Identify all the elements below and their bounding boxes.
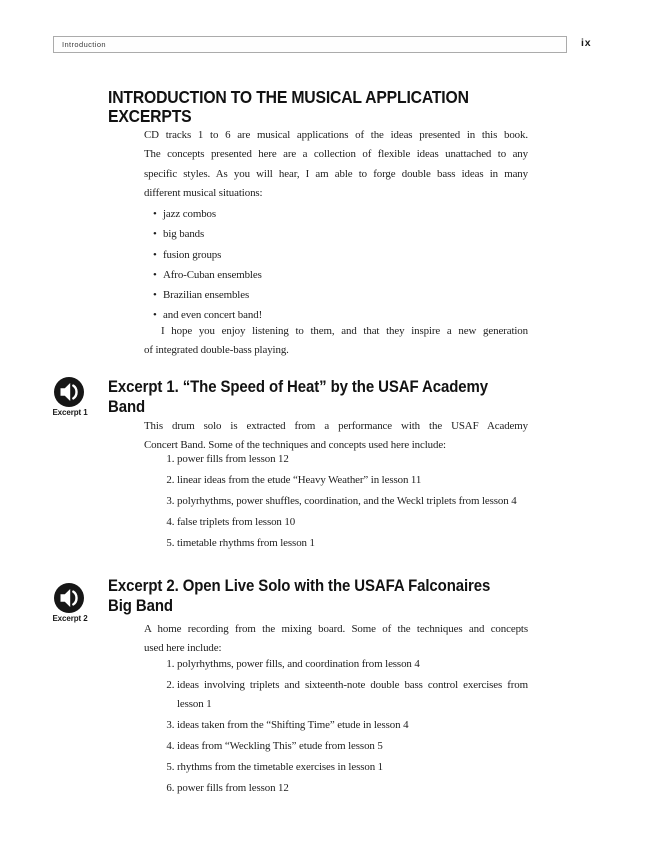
paragraph-line: specific styles. As you will hear, I am able to forge double bass ideas in many xyxy=(144,167,528,180)
list-item: 1. polyrhythms, power fills, and coordination from lesson 4 xyxy=(177,655,528,674)
excerpt-2-heading xyxy=(108,576,490,615)
list-item: • Afro-Cuban ensembles xyxy=(153,265,262,285)
list-item: 4. ideas from “Weckling This” etude from lesson 5 xyxy=(177,737,528,756)
running-header-label: Introduction xyxy=(62,40,106,49)
list-item: • and even concert band! xyxy=(153,305,262,325)
list-item: 6. power fills from lesson 12 xyxy=(177,779,528,798)
excerpt-1-badge: Excerpt 1 xyxy=(52,407,88,417)
heading-line1: Excerpt 1. “The Speed of Heat” by the USAF Academy xyxy=(108,377,488,396)
list-item: 1. power fills from lesson 12 xyxy=(177,450,528,469)
paragraph-line: used here include: xyxy=(144,642,222,655)
list-item: • fusion groups xyxy=(153,245,262,265)
paragraph-line: A home recording from the mixing board. Some of the techniques and concepts xyxy=(144,623,528,635)
paragraph-line: The concepts presented here are a collection of flexible ideas unattached to any xyxy=(144,148,528,161)
running-header-box xyxy=(53,36,567,53)
intro-closing-paragraph xyxy=(144,322,528,361)
list-item: • Brazilian ensembles xyxy=(153,285,262,305)
excerpt-1-heading xyxy=(108,377,488,416)
paragraph-line: Concert Band. Some of the techniques and concepts used here include: xyxy=(144,439,446,452)
list-item: 5. timetable rhythms from lesson 1 xyxy=(177,534,528,553)
excerpt-2-description xyxy=(144,620,528,659)
heading-line2: Band xyxy=(108,396,146,416)
musical-situations-list xyxy=(153,204,262,326)
excerpt-2-badge: Excerpt 2 xyxy=(52,613,88,623)
excerpt-2-technique-list xyxy=(160,655,528,800)
paragraph-line: of integrated double-bass playing. xyxy=(144,344,289,357)
paragraph-line: different musical situations: xyxy=(144,186,263,199)
heading-line2: Big Band xyxy=(108,595,173,615)
list-item: 5. rhythms from the timetable exercises in lesson 1 xyxy=(177,758,528,777)
speaker-icon xyxy=(54,377,84,407)
list-item: • jazz combos xyxy=(153,204,262,224)
speaker-icon xyxy=(54,583,84,613)
paragraph-line: I hope you enjoy listening to them, and that they inspire a new generation xyxy=(161,325,528,337)
paragraph-line: CD tracks 1 to 6 are musical applications of the ideas presented in this book. xyxy=(144,129,528,141)
list-item: 2. ideas involving triplets and sixteenth-note double bass control exercises from lesson 1 xyxy=(177,676,528,713)
page-number: ix xyxy=(581,37,592,49)
heading-line1: Excerpt 2. Open Live Solo with the USAFA Falconaires xyxy=(108,576,491,595)
excerpt-1-technique-list xyxy=(160,450,528,555)
list-item: 2. linear ideas from the etude “Heavy Weather” in lesson 11 xyxy=(177,471,528,490)
page-title xyxy=(108,88,469,125)
list-item: 3. polyrhythms, power shuffles, coordination, and the Weckl triplets from lesson 4 xyxy=(177,492,528,511)
list-item: 3. ideas taken from the “Shifting Time” etude in lesson 4 xyxy=(177,716,528,735)
intro-paragraph xyxy=(144,126,528,203)
list-item: 4. false triplets from lesson 10 xyxy=(177,513,528,532)
paragraph-line: This drum solo is extracted from a performance with the USAF Academy xyxy=(144,420,528,432)
list-item: • big bands xyxy=(153,224,262,244)
page-title-line1: INTRODUCTION TO THE MUSICAL APPLICATION xyxy=(108,87,469,107)
page-title-line2: EXCERPTS xyxy=(108,105,192,126)
